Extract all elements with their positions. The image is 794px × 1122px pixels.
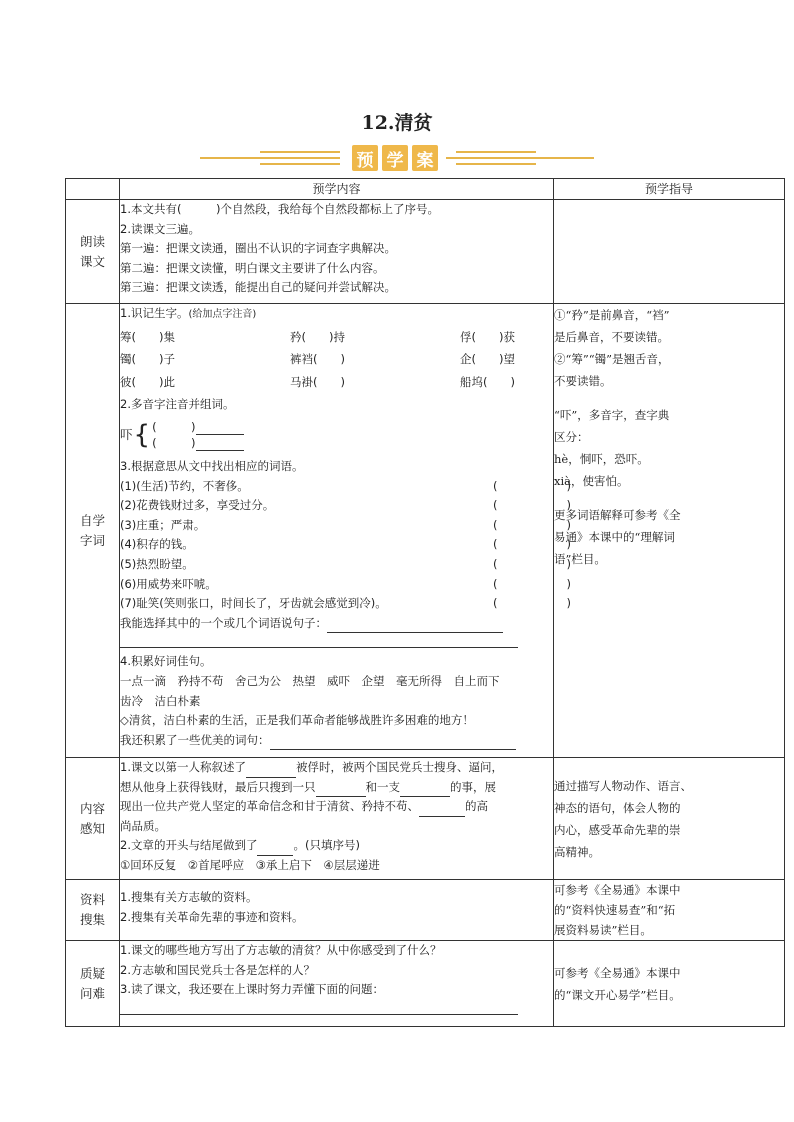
category-materials: 资料 搜集 bbox=[66, 880, 120, 941]
q2-title: 2.多音字注音并组词。 bbox=[120, 397, 235, 412]
answer-line bbox=[120, 633, 518, 648]
questions-guide: 可参考《全易通》本课中 的“课文开心易学”栏目。 bbox=[554, 941, 785, 1027]
perception-content: 1.课文以第一人称叙述了 被俘时，被两个国民党兵士搜身、逼问， 想从他身上获得钱财，最后只搜到一只 和一支 的事，展 现出一位共产党人坚定的革命信念和甘于清贫、矜持不苟、 的高 尚品质。 2.文章的开头与结尾做到了 。(只填序号) ①回环反复 ②首尾呼应 ③承上启下 ④层层递进 bbox=[120, 758, 554, 880]
meaning-item: (7)耻笑(笑则张口，时间长了，牙齿就会感觉到冷)。 ( ) bbox=[120, 596, 571, 611]
category-perception: 内容 感知 bbox=[66, 758, 120, 880]
header-guide: 预学指导 bbox=[554, 179, 785, 200]
q3-title: 3.根据意思从文中找出相应的词语。 bbox=[120, 458, 304, 473]
materials-content: 1.搜集有关方志敏的资料。 2.搜集有关革命先辈的事迹和资料。 bbox=[120, 880, 554, 941]
q1-note: (给加点字注音) bbox=[188, 309, 257, 320]
page-title: 12.清贫 bbox=[361, 112, 433, 134]
reading-guide bbox=[554, 200, 785, 304]
char-item: 企( )望 bbox=[460, 352, 515, 367]
char-item: 彼( )此 bbox=[120, 374, 175, 389]
meaning-item: (3)庄重；严肃。 ( ) bbox=[120, 517, 571, 532]
brace-icon: { bbox=[133, 419, 151, 450]
meaning-item: (5)热烈盼望。 ( ) bbox=[120, 556, 571, 571]
polyphone-char: 吓 bbox=[120, 427, 133, 443]
header-empty bbox=[66, 179, 120, 200]
char-item: 俘( )获 bbox=[460, 329, 515, 344]
reading-content bbox=[120, 200, 554, 304]
polyphone-block bbox=[120, 419, 553, 451]
q4-words: 齿冷 洁白朴素 bbox=[120, 693, 201, 708]
q4-title: 4.积累好词佳句。 bbox=[120, 654, 212, 669]
meaning-item: (6)用威势来吓唬。 ( ) bbox=[120, 576, 571, 591]
materials-guide: 可参考《全易通》本课中 的“资料快速易查”和“拓 展资料易读”栏目。 bbox=[554, 880, 785, 941]
char-item: 船坞( ) bbox=[460, 374, 515, 389]
reading-line: 第一遍：把课文读通，圈出不认识的字词查字典解决。 bbox=[120, 241, 396, 256]
char-item: 筹( )集 bbox=[120, 329, 175, 344]
reading-line: 第三遍：把课文读透，能提出自己的疑问并尝试解决。 bbox=[120, 280, 396, 295]
answer-line bbox=[120, 1000, 518, 1015]
q1-title: 1.识记生字。 bbox=[120, 306, 189, 320]
sentence-prompt: 我能选择其中的一个或几个词语说句子： bbox=[120, 614, 553, 634]
study-table bbox=[65, 178, 785, 1027]
q4-more: 我还积累了一些优美的词句： bbox=[120, 731, 553, 751]
banner-badge: 预 bbox=[352, 145, 378, 171]
banner-badge: 学 bbox=[382, 145, 408, 171]
meaning-item: (1)(生活)节约，不奢侈。 ( ) bbox=[120, 478, 571, 493]
q4-quote: ◇清贫，洁白朴素的生活，正是我们革命者能够战胜许多困难的地方！ bbox=[120, 713, 474, 728]
q4-words: 一点一滴 矜持不苟 舍己为公 热望 威吓 企望 毫无所得 自上而下 bbox=[120, 673, 500, 688]
category-reading: 朗读 课文 bbox=[66, 200, 120, 304]
category-questions: 质疑 问难 bbox=[66, 941, 120, 1027]
words-content bbox=[120, 304, 571, 758]
char-item: 裤裆( ) bbox=[290, 352, 345, 367]
words-guide: ①“矜”是前鼻音，“裆” 是后鼻音，不要读错。 ②“筹”“镯”是翘舌音， 不要读错。 “吓”，多音字，查字典 区分： hè，恫吓，恐吓。 xià，使害怕。 更多词语解释可参考《全 易通》本课中的“理解词 语”栏目。 bbox=[554, 304, 785, 758]
meaning-item: (4)积存的钱。 ( ) bbox=[120, 537, 571, 552]
reading-line: 1.本文共有( )个自然段，我给每个自然段都标上了序号。 bbox=[120, 202, 439, 216]
header-content: 预学内容 bbox=[120, 179, 554, 200]
pinyin-blank: ( ) bbox=[152, 419, 196, 434]
char-item: 矜( )持 bbox=[290, 329, 345, 344]
questions-content: 1.课文的哪些地方写出了方志敏的清贫？从中你感受到了什么？ 2.方志敏和国民党兵士各是怎样的人？ 3.读了课文，我还要在上课时努力弄懂下面的问题： bbox=[120, 941, 554, 1027]
banner-badge: 案 bbox=[412, 145, 438, 171]
pinyin-blank: ( ) bbox=[152, 435, 196, 450]
reading-line: 2.读课文三遍。 bbox=[120, 221, 200, 236]
banner bbox=[200, 145, 594, 173]
category-words: 自学 字词 bbox=[66, 304, 120, 758]
char-item: 马褂( ) bbox=[290, 374, 345, 389]
reading-line: 第二遍：把课文读懂，明白课文主要讲了什么内容。 bbox=[120, 260, 385, 275]
perception-guide: 通过描写人物动作、语言、 神态的语句，体会人物的 内心，感受革命先辈的崇 高精神。 bbox=[554, 758, 785, 880]
options-line: ①回环反复 ②首尾呼应 ③承上启下 ④层层递进 bbox=[120, 857, 380, 872]
char-item: 镯( )子 bbox=[120, 352, 175, 367]
meaning-item: (2)花费钱财过多，享受过分。 ( ) bbox=[120, 498, 571, 513]
